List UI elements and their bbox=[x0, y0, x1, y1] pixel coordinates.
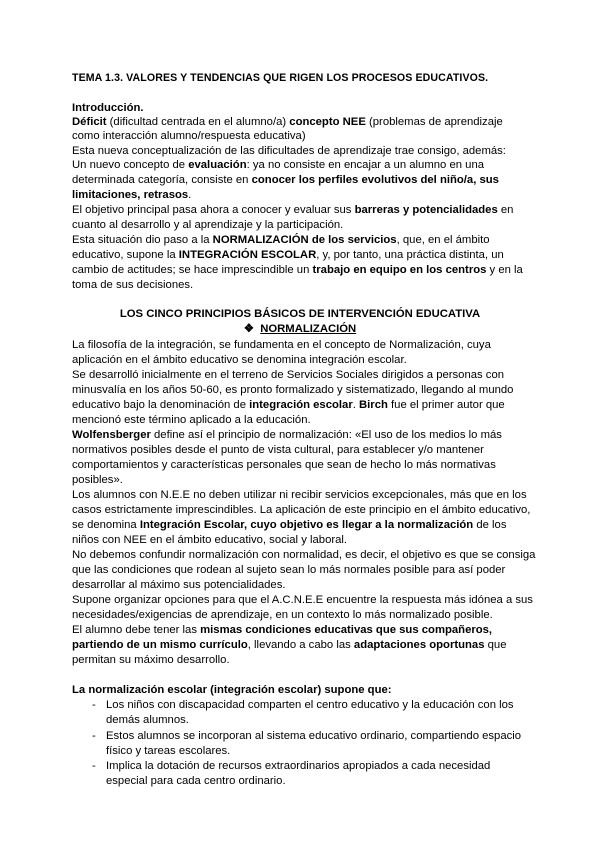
intro-line-4 bbox=[72, 158, 484, 172]
text-bold: Birch bbox=[359, 399, 388, 411]
principles-line-14: niños con NEE en el ámbito educativo, social y laboral. bbox=[72, 534, 348, 546]
text-bold: Integración Escolar, cuyo objetivo es llegar a la normalización bbox=[139, 519, 474, 531]
text-bold: limitaciones, retrasos bbox=[72, 189, 189, 201]
principles-line-17: desarrollar al máximo sus potencialidades. bbox=[72, 579, 286, 591]
principles-line-13 bbox=[72, 518, 507, 532]
intro-line-6 bbox=[72, 188, 191, 202]
text-bold: adaptaciones oportunas bbox=[353, 639, 485, 651]
text: fue el primer autor que bbox=[387, 399, 505, 411]
principles-line-3: Se desarrolló inicialmente en el terreno de Servicios Sociales dirigidos a personas con bbox=[72, 369, 505, 381]
text: que bbox=[484, 639, 507, 651]
text-bold: conocer los perfiles evolutivos del niño/a, sus bbox=[251, 174, 499, 186]
supone-heading: La normalización escolar (integración escolar) supone que: bbox=[72, 684, 392, 696]
text-bold: concepto NEE bbox=[289, 116, 366, 128]
text: en bbox=[497, 204, 514, 216]
intro-line-2: como interacción alumno/respuesta educativa) bbox=[72, 130, 306, 142]
principles-line-11: Los alumnos con N.E.E no deben utilizar ni recibir servicios excepcionales, más que en los bbox=[72, 489, 527, 501]
document-title: TEMA 1.3. VALORES Y TENDENCIAS QUE RIGEN LOS PROCESOS EDUCATIVOS. bbox=[72, 72, 489, 84]
text: (dificultad centrada en el alumno/a) bbox=[106, 116, 290, 128]
text-bold: NORMALIZACIÓN de los servicios bbox=[212, 234, 397, 246]
diamond-bullet-icon: ❖ bbox=[243, 323, 254, 335]
text-bold: trabajo en equipo en los centros bbox=[312, 264, 487, 276]
principles-line-2: aplicación en el ámbito educativo se denomina integración escolar. bbox=[72, 354, 407, 366]
text: . bbox=[352, 399, 359, 411]
principles-line-15: No debemos confundir normalización con normalidad, es decir, el objetivo es que se consiga bbox=[72, 549, 536, 561]
text: Esta situación dio paso a la bbox=[72, 234, 213, 246]
principles-line-1: La filosofía de la integración, se fundamenta en el concepto de Normalización, cuya bbox=[72, 339, 491, 351]
text: se denomina bbox=[72, 519, 140, 531]
principles-subheading-row bbox=[72, 322, 528, 336]
intro-line-3: Esta nueva conceptualización de las dificultades de aprendizaje trae consigo, además: bbox=[72, 145, 506, 157]
principles-line-18: Supone organizar opciones para que el A.C.N.E.E encuentre la respuesta más idónea a sus bbox=[72, 594, 533, 606]
text: El alumno debe tener las bbox=[72, 624, 201, 636]
principles-line-19: necesidades/exigencias de aprendizaje, en un contexto lo más normalizado posible. bbox=[72, 609, 493, 621]
text: El objetivo principal pasa ahora a conocer y evaluar sus bbox=[72, 204, 355, 216]
text: : ya no consiste en encajar a un alumno en una bbox=[246, 159, 485, 171]
text: de los bbox=[473, 519, 507, 531]
list-dash: - bbox=[92, 760, 96, 772]
principles-line-16: que las condiciones que rodean al sujeto sean lo más normales posible para así poder bbox=[72, 564, 506, 576]
text: Un nuevo concepto de bbox=[72, 159, 189, 171]
principles-line-9: comportamientos y características personales que sean de hecho lo más normativas bbox=[72, 459, 496, 471]
principles-line-22: permitan su máximo desarrollo. bbox=[72, 654, 230, 666]
list-dash: - bbox=[92, 699, 96, 711]
text-bold: partiendo de un mismo currículo bbox=[72, 639, 248, 651]
list-item-2-line-1: Estos alumnos se incorporan al sistema educativo ordinario, compartiendo espacio bbox=[106, 730, 522, 742]
principles-line-7 bbox=[72, 428, 502, 442]
intro-line-1 bbox=[72, 115, 503, 129]
principles-line-12: casos estrictamente imprescindibles. La aplicación de este principio en el ámbito educativo, bbox=[72, 504, 531, 516]
intro-heading: Introducción. bbox=[72, 102, 144, 114]
intro-line-12: toma de sus decisiones. bbox=[72, 279, 194, 291]
principles-line-20 bbox=[72, 623, 492, 637]
text-bold: INTEGRACIÓN ESCOLAR bbox=[178, 249, 317, 261]
text: define así el principio de normalización: «El uso de los medios lo más bbox=[150, 429, 502, 441]
text-bold: mismas condiciones educativas que sus compañeros, bbox=[200, 624, 493, 636]
text: , llevando a cabo las bbox=[247, 639, 354, 651]
principles-line-8: normativos posibles desde el punto de vista cultural, para establecer y/o mantener bbox=[72, 444, 484, 456]
list-item-1-line-1: Los niños con discapacidad comparten el centro educativo y la educación con los bbox=[106, 699, 514, 711]
text: , y, por tanto, una práctica distinta, un bbox=[316, 249, 504, 261]
text-bold: barreras y potencialidades bbox=[354, 204, 498, 216]
text-bold: evaluación bbox=[188, 159, 247, 171]
text-bold: integración escolar bbox=[249, 399, 353, 411]
principles-line-21 bbox=[72, 638, 506, 652]
text: educativo bajo la denominación de bbox=[72, 399, 250, 411]
intro-line-9 bbox=[72, 233, 490, 247]
text-bold: Wolfensberger bbox=[72, 429, 151, 441]
intro-line-5 bbox=[72, 173, 499, 187]
text: determinada categoría, consiste en bbox=[72, 174, 252, 186]
text: cambio de actitudes; se hace imprescindible un bbox=[72, 264, 313, 276]
intro-line-8: cuanto al desarrollo y al aprendizaje y la participación. bbox=[72, 219, 344, 231]
principles-line-6: mencionó este término aplicado a la educación. bbox=[72, 414, 311, 426]
text-bold: Déficit bbox=[72, 116, 107, 128]
text: , que, en el ámbito bbox=[396, 234, 490, 246]
principles-line-10: posibles». bbox=[72, 474, 123, 486]
text: . bbox=[188, 189, 192, 201]
principles-line-5 bbox=[72, 398, 505, 412]
intro-line-10 bbox=[72, 248, 504, 262]
text: educativo, supone la bbox=[72, 249, 179, 261]
list-item-2-line-2: físico y tareas escolares. bbox=[106, 745, 231, 757]
list-dash: - bbox=[92, 730, 96, 742]
intro-line-7 bbox=[72, 203, 513, 217]
list-item-1-line-2: demás alumnos. bbox=[106, 714, 189, 726]
text: y en la bbox=[486, 264, 523, 276]
principles-line-4: minusvalía en los años 50-60, es pronto formalizado y sistematizado, llegando al mundo bbox=[72, 384, 514, 396]
list-item-3-line-2: especial para cada centro ordinario. bbox=[106, 775, 286, 787]
intro-line-11 bbox=[72, 263, 523, 277]
list-item-3-line-1: Implica la dotación de recursos extraordinarios apropiados a cada necesidad bbox=[106, 760, 491, 772]
normalizacion-subheading: NORMALIZACIÓN bbox=[260, 323, 357, 335]
text: (problemas de aprendizaje bbox=[365, 116, 503, 128]
principles-heading: LOS CINCO PRINCIPIOS BÁSICOS DE INTERVENCIÓN EDUCATIVA bbox=[119, 308, 481, 320]
